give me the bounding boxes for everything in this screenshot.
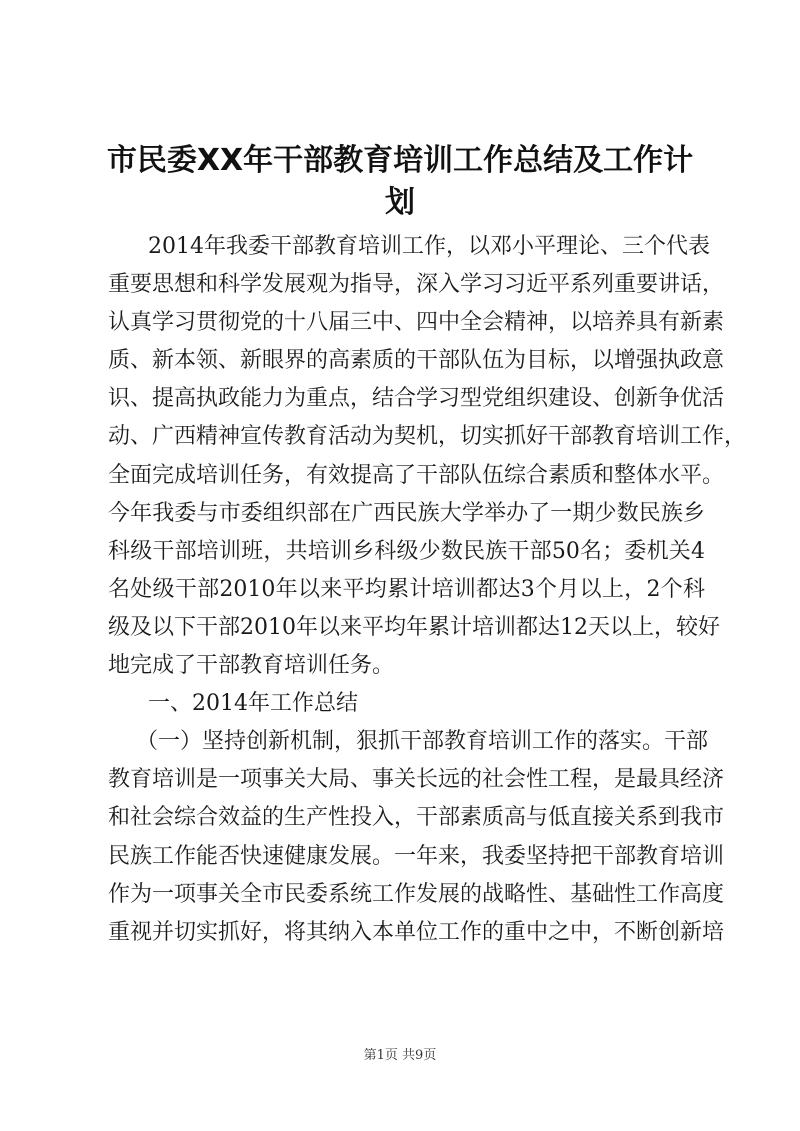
text-line: 动、广西精神宣传教育活动为契机，切实抓好干部教育培训工作， <box>108 424 747 450</box>
title-line-1: 市民委XX年干部教育培训工作总结及工作计 <box>106 143 694 178</box>
text-line: 名处级干部2010年以来平均累计培训都达3个月以上，2个科 <box>108 576 705 602</box>
document-title <box>80 140 720 224</box>
text-line: 级及以下干部2010年以来平均年累计培训都达12天以上，较好 <box>108 614 720 640</box>
text-line: 2014年我委干部教育培训工作，以邓小平理论、三个代表 <box>148 234 710 259</box>
text-line: 识、提高执政能力为重点，结合学习型党组织建设、创新争优活 <box>108 386 725 412</box>
text-line: 重视并切实抓好，将其纳入本单位工作的重中之中，不断创新培 <box>108 919 725 945</box>
text-line: 质、新本领、新眼界的高素质的干部队伍为目标，以增强执政意 <box>108 348 725 374</box>
text-line: 今年我委与市委组织部在广西民族大学举办了一期少数民族乡 <box>108 500 705 526</box>
text-line: 全面完成培训任务，有效提高了干部队伍综合素质和整体水平。 <box>108 462 725 488</box>
text-line: 和社会综合效益的生产性投入，干部素质高与低直接关系到我市 <box>108 805 725 831</box>
section-heading: 一、2014年工作总结 <box>148 691 358 717</box>
text-line: 重要思想和科学发展观为指导，深入学习习近平系列重要讲话， <box>108 272 725 298</box>
document-body <box>108 228 747 952</box>
text-line: 科级干部培训班，共培训乡科级少数民族干部50名；委机关4 <box>108 538 705 564</box>
text-line: 教育培训是一项事关大局、事关长远的社会性工程，是最具经济 <box>108 767 725 793</box>
text-line: 民族工作能否快速健康发展。一年来，我委坚持把干部教育培训 <box>108 843 725 869</box>
text-line: （一）坚持创新机制，狠抓干部教育培训工作的落实。干部 <box>136 729 709 755</box>
title-line-2: 划 <box>385 185 415 220</box>
text-line: 认真学习贯彻党的十八届三中、四中全会精神，以培养具有新素 <box>108 310 725 336</box>
text-line: 作为一项事关全市民委系统工作发展的战略性、基础性工作高度 <box>108 881 725 907</box>
text-line: 地完成了干部教育培训任务。 <box>108 653 395 679</box>
page-footer: 第1页 共9页 <box>363 1048 437 1063</box>
